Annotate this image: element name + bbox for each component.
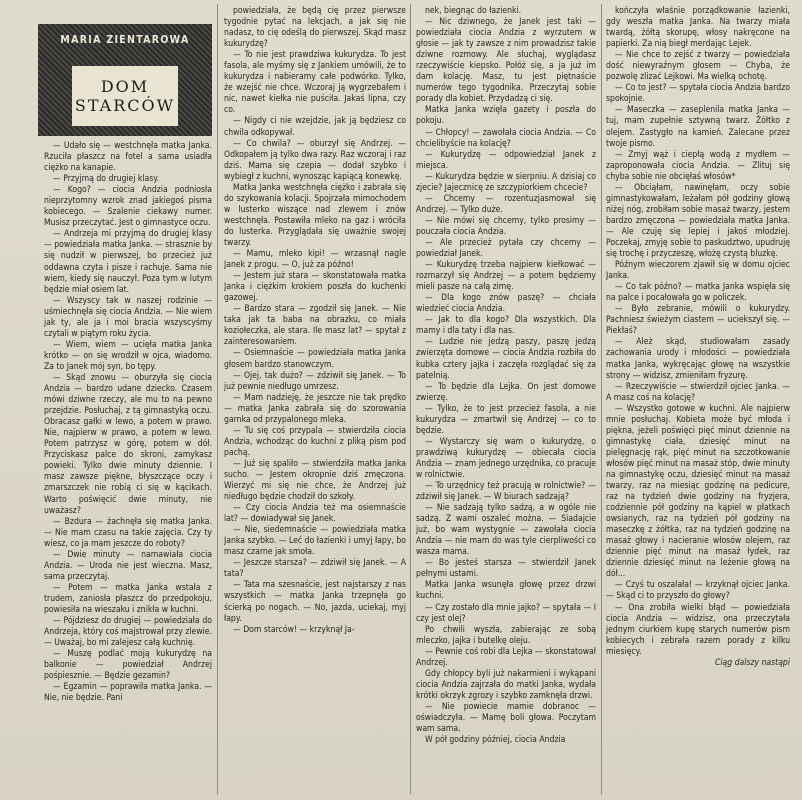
paragraph: — Dwie minuty — namawiała ciocia Andzia. — Uroda nie jest wieczna. Masz, sama przeczytaj. [44,549,212,582]
paragraph: Późnym wieczorem zjawił się w domu ojciec Janka. [606,260,790,282]
paragraph: — Było zebranie, mówili o kukurydzy. Pachniesz świeżym ciastem — uciekszył się. — Piekłaś? [606,304,790,337]
paragraph: — Ludzie nie jedzą paszy, paszę jedzą zwierzęta domowe — ciocia Andzia rozbiła do kubka cztery jajka i zaczęła rozglądać się za patelnią. [416,337,596,381]
paragraph: Matka Janka wzięła gazety i poszła do pokoju. [416,105,596,127]
paragraph: — Nie, siedemnaście — powiedziała matka Janka szybko. — Leć do łazienki i umyj łapy, bo masz czarne jak smoła. [224,525,406,558]
paragraph: — Rzeczywiście — stwierdził ojciec Janka. — A masz coś na kolację? [606,381,790,403]
paragraph: — Muszę podlać moją kukurydzę na balkonie — powiedział Andrzej pośpiesznie. — Będzie gezamin? [44,649,212,682]
paragraph: — Pewnie coś robi dla Lejka — skonstatował Andrzej. [416,646,596,668]
paragraph: — Obciąłam, nawinęłam, oczy sobie gimnastykowałam, leżałam pół godziny głową niżej nóg, zrobiłam sobie masaż twarzy, jestem bardzo zmęczona — powiedziała matka Janka. — Ale czuję się lepiej i jakoś młodziej. Poczekaj, zmyję sobie to paskudztwo, upudruję się trochę i przyczeszę, włożę czystą bluzkę. [606,182,790,260]
paragraph: — To urzędnicy też pracują w rolnictwie? — zdziwił się Janek. — W biurach sadzają? [416,481,596,503]
paragraph: — Zmyj wąż i ciepłą wodą z mydłem — zaproponowała ciocia Andzia. — Zlituj się chyba sobie nie obcięłaś włosów* [606,149,790,182]
paragraph: — Egzamin — poprawiła matka Janka. — Nie, nie będzie. Pani [44,682,212,704]
paragraph: — Dom starców! — krzyknął Ja- [233,624,355,635]
paragraph: — Nie powiecie mamie dobranoc — oświadczyła. — Mamę boli głowa. Poczytam wam sama. [416,701,596,735]
title-box [72,66,178,126]
column-rule [217,4,218,794]
paragraph: — Potem — matka Janka wstała z trudem, zaniosła płaszcz do przedpokoju, powiesiła na wieszaku i znikła w kuchni. [44,582,212,615]
column-rule [410,4,411,794]
paragraph: — Wiem, wiem — ucięła matka Janka krótko — on się wrodził w ojca, wiadomo. Za to Janek mój syn, bo tępy. [44,339,212,372]
paragraph: — Jak to dla kogo? Dla wszystkich. Dla mamy i dla taty i dla nas. [416,315,596,337]
paragraph: — Dla kogo znów paszę? — chciała wiedzieć ciocia Andzia. [416,293,596,315]
paragraph: — Przyjmą do drugiej klasy. [53,174,160,185]
paragraph: — Osiemnaście — powiedziała matka Janka głosem bardzo stanowczym. [224,348,406,370]
column-4-paragraphs [606,6,790,658]
paragraph: — Bardzo stara — zgodził się Janek. — Nie taka jak ta baba na obrazku, co miała koziołeczka, ale stara. Ile masz lat? — spytał z zainteresowaniem. [224,304,406,348]
paragraph: — Nie mówi się chcemy, tylko prosimy — pouczała ciocia Andzia. [416,215,596,237]
paragraph: — Tu się coś przypala — stwierdziła ciocia Andzia, wchodząc do kuchni z pliką pism pod pachą. [224,425,406,458]
paragraph: — Jestem już stara — skonstatowała matka Janka i ciężkim krokiem poszła do kuchenki gazowej. [224,271,406,304]
paragraph: — Wszyscy tak w naszej rodzinie — uśmiechnęła się ciocia Andzia. — Nie wiem jak ty, ale ja i moi bracia wszyscyśmy czytali w piątym roku życia. [44,295,212,339]
paragraph: Matka Janka wsunęła głowę przez drzwi kuchni. [416,580,596,602]
paragraph: — Ależ skąd, studiowałam zasady zachowania urody i młodości — powiedziała matka Janka, wykręcając głowę na wszystkie strony — widzisz, zmieniłam fryzurę. [606,337,790,381]
column-rule [601,4,602,794]
paragraph: Matka Janka westchnęła ciężko i zabrała się do szykowania kolacji. Spojrzała mimochodem w lusterko wiszące nad zlewem i znów westchnęła. Postawiła mleko na gaz i wróciła do lusterka. Przyglądała się uważnie swojej twarzy. [224,182,406,248]
paragraph: — Ojej, tak dużo? — zdziwił się Janek. — To już pewnie niedługo umrzesz. [224,370,406,392]
paragraph: Po chwili wyszła, zabierając ze sobą mleczko, jajka i butelkę oleju. [416,624,596,646]
paragraph: — Mam nadzieję, że jeszcze nie tak prędko — matka Janka zabrała się do szorowania garnka od przypalonego mleka. [224,392,406,425]
paragraph: — Już się spaliło — stwierdziła matka Janka sucho. — Jestem okropnie dziś zmęczona. Wierzyć mi się nie chce, że Andrzej już niedługo będzie chodził do szkoły. [224,458,406,503]
paragraph: — Nic dziwnego, że Janek jest taki — powiedziała ciocia Andzia z wyrzutem w głosie — jak ty zawsze z nim prowadzisz takie dziwne rozmowy. Ale słuchaj, wyglądasz rzeczywiście kiepsko. Połóż się, a ja już im dam kolację. Masz, tu jest piętnaście numerów tego tygodnika. Przeczytaj sobie porady dla kobiet. Przydadzą ci się. [416,17,596,105]
paragraph: — Bo jesteś starsza — stwierdził Janek pełnymi ustami. [416,558,596,580]
paragraph: powiedziała, że będą cię przez pierwsze tygodnie pytać na lekcjach, a jak się nie nadasz, to cię odeślą do pierwszej. Skąd masz kukurydzę? [224,6,406,50]
paragraph: — Co chwila? — oburzył się Andrzej. — Odkopałem ją tylko dwa razy. Raz wczoraj i raz dziś. Mama się czepia — dodał szybko i wybiegł z kuchni, wynosząc kapiącą konewkę. [224,138,406,182]
paragraph: — Chłopcy! — zawołała ciocia Andzia. — Co chcielibyście na kolację? [416,127,596,149]
paragraph: — To będzie dla Lejka. On jest domowe zwierzę. [416,381,596,403]
title-header [38,24,212,136]
paragraph: kończyła właśnie porządkowanie łazienki, gdy weszła matka Janka. Na twarzy miała twardą, żółtą skorupę, włosy nakręcone na papierki. Za nią biegł merdając Lejek. [606,6,790,50]
paragraph: — Nie sadzają tylko sadzą, a w ogóle nie sadzą. Z wami oszaleć można. — Siadajcie już, bo wam wystygnie — zawołała ciocia Andzia — nie mam do was tyle cierpliwości co wasza mama. [416,503,596,558]
paragraph: — Kukurydza będzie w sierpniu. A dzisiaj co zjecie? Jajecznicę ze szczypiorkiem chcecie? [416,171,596,193]
paragraph: — Czyś tu oszalała! — krzyknął ojciec Janka. — Skąd ci to przyszło do głowy? [606,580,790,602]
paragraph: — Kukurydzę — odpowiedział Janek z miejsca. [416,149,596,171]
paragraph: — Andrzeja mi przyjmą do drugiej klasy — powiedziała matka Janka. — strasznie by się nudził w pierwszej, bo przecież już oddawna czyta i pisze i rachuje. Sama nie wiem, kiedy się nauczył. Poza tym w lutym będzie miał osiem lat. [44,229,212,295]
story-title-line-2: STARCÓW [74,96,176,115]
text-column-4 [606,6,790,798]
story-title-line-1: DOM [100,77,150,96]
text-column-3 [416,6,596,798]
paragraph: Gdy chłopcy byli już nakarmieni i wykąpani ciocia Andzia zajrzała do matki Janka, wydała krótki okrzyk zgrozy i szybko zamknęła drzwi. [416,668,596,701]
continued-note: Ciąg dalszy nastąpi [714,657,790,668]
paragraph: — Jeszcze starsza? — zdziwił się Janek. — A tata? [224,558,406,580]
text-column-1 [44,141,212,798]
paragraph: — Ale przecież pytała czy chcemy — powiedział Janek. [416,237,596,260]
paragraph: — Skąd znowu — oburzyła się ciocia Andzia — bardzo udane dziecko. Czasem mówi dziwne rzeczy, ale mu to na pewno przejdzie. Posłuchaj, z tą gimnastyką oczu. Obracasz gałki w lewo, a potem w prawo. Nie, najpierw w prawo, a potem w lewo. Potem patrzysz w górę, potem w dół. Przyciskasz palce do skroni, zamykasz powieki. Tylko dwie minuty dziennie. I masz zawsze piękne, błyszczące oczy i zmarszczek nie robią ci się w kącikach. Warto poświęcić dwie minuty, nie uważasz? [44,372,212,516]
paragraph: W pół godziny później, ciocia Andzia [425,735,566,746]
paragraph: — Kogo? — ciocia Andzia podniosła nieprzytomny wzrok znad jakiegoś pisma kobiecego. — Szalenie ciekawy numer. Musisz przeczytać. Jest o gimnastyce oczu. [44,185,212,229]
paragraph: — Nie chce to zejść z twarzy — powiedziała dość niewyraźnym głosem — Chyba, że pozwolę zlizać Lejkowi. Ma wielką ochotę. [606,50,790,83]
paragraph: — Chcemy — rozentuzjasmował się Andrzej. — Tylko duże. [416,193,596,215]
paragraph: — Maseczka — zaseplenila matka Janka — tuj, mam zupełnie sztywną twarz. Żółtko z olejem. Zastygło na kamień. Zalecane przez twoje pismo. [606,105,790,149]
paragraph: — To nie jest prawdziwa kukurydza. To jest fasola, ale myśmy się z Jankiem umówili, że to kukurydza i nabieramy całe podwórko. Tylko, że wzejść nie chce. Wczoraj ją wygrzebałem i nic, nawet kiełka nie puściła. Jakaś lipna, czy co. [224,50,406,116]
paragraph: — Ona zrobiła wielki błąd — powiedziała ciocia Andzia — widzisz, ona przeczytała jednym ciurkiem kupę starych numerów pism kobiecych i zebrała razem porady z kilku miesięcy. [606,602,790,657]
paragraph: nek, biegnąc do łazienki. [425,6,522,16]
paragraph: — Co tak późno? — matka Janka wspięła się na palce i pocałowała go w policzek. [606,282,790,304]
paragraph: — Co to jest? — spytała ciocia Andzia bardzo spokojnie. [606,83,790,105]
paragraph: — Bzdura — żachnęła się matka Janka. — Nie mam czasu na takie zajęcia. Czy ty wiesz, co ja mam jeszcze do roboty? [44,516,212,549]
paragraph: — Wszystko gotowe w kuchni. Ale najpierw mnie posłuchaj. Kobieta może być młoda i piękna, jeżeli poświęci pięć minut dziennie na gimnastykę ciała, dziesięć minut na pielęgnację rąk, pięć minut na szczotkowanie włosów pięć minut na masaż stóp, dwie minuty na gimnastykę oczu, dziesięć minut na masaż twarzy, raz na miesiąc godzinę na pedicure, raz na tydzień dwie godziny na fryzjera, codziennie pół godziny na kąpiel w płatkach owsianych, raz na tydzień pół godziny na maseczkę z żółtka, raz na tydzień godzinę na masaż głowy i nacieranie włosów olejem, raz dziennie pięć minut na masaż łydek, raz dziennie dziesięć minut na leżenie głową na dół... [606,403,790,580]
paragraph: — Czy zostało dla mnie jajko? — spytała — I czy jest olej? [416,602,596,624]
paragraph: — Kukurydzę trzeba najpierw kiełkować — rozmarzył się Andrzej — a potem będziemy mieli pasze na całą zimę. [416,260,596,293]
paragraph: — Czy ciocia Andzia też ma osiemnaście lat? — dowiadywał się Janek. [224,503,406,525]
paragraph: — Mamu, mleko kipi! — wrzasnął nagle Janek z progu. — O, już za późno! [224,249,406,271]
paragraph: — Pójdziesz do drugiej — powiedziała do Andrzeja, który coś majstrował przy zlewie. — Uważaj, bo mi zalejesz całą kuchnię. [44,616,212,649]
paragraph: — Udało się — westchnęła matka Janka. Rzuciła płaszcz na fotel a sama usiadła ciężko na kanapie. [44,141,212,174]
paragraph: — Tylko, że to jest przecież fasola, a nie kukurydza — zmartwił się Andrzej — co to będzie. [416,403,596,436]
text-column-2 [224,6,406,798]
paragraph: — Nigdy ci nie wzejdzie, jak ją będziesz co chwila odkopywał. [224,116,406,138]
paragraph: — Tata ma szesnaście, jest najstarszy z nas wszystkich — matka Janka trzepnęła go ścierką po nogach. — No, jazda, uciekaj, myj łapy. [224,580,406,624]
author-name: MARIA ZIENTAROWA [60,34,190,46]
paragraph: — Wystarczy się wam o kukurydzę, o prawdziwą kukurydzę — obiecała ciocia Andzia — znam jednego urzędnika, co pracuje w rolnictwie. [416,436,596,480]
